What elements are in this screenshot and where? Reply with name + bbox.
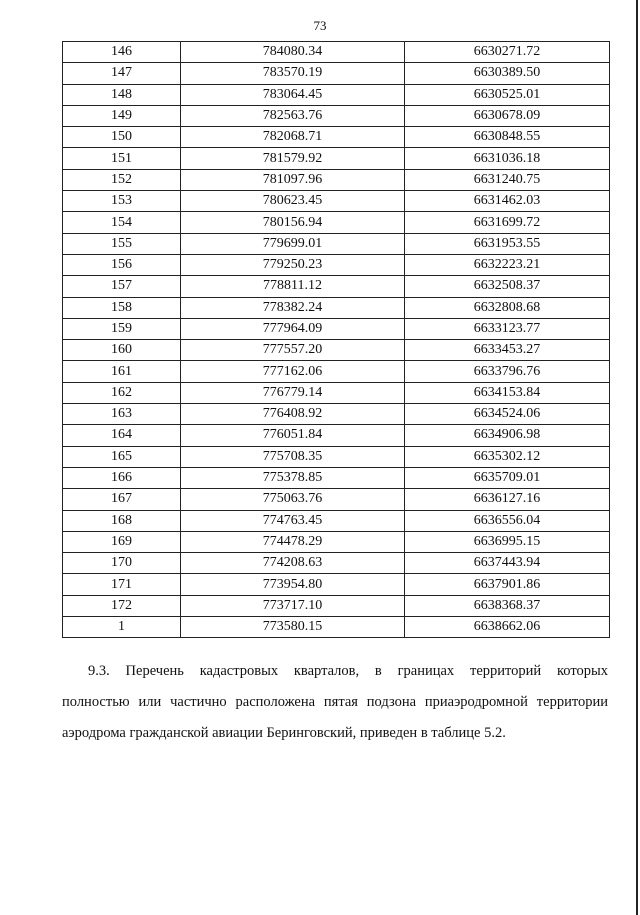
x-coordinate-cell: 776779.14	[181, 382, 405, 403]
x-coordinate-cell: 773717.10	[181, 595, 405, 616]
x-coordinate-cell: 776408.92	[181, 404, 405, 425]
point-number-cell: 161	[63, 361, 181, 382]
x-coordinate-cell: 777162.06	[181, 361, 405, 382]
point-number-cell: 166	[63, 467, 181, 488]
table-row	[63, 617, 610, 638]
y-coordinate-cell: 6633123.77	[405, 318, 610, 339]
point-number-cell: 155	[63, 233, 181, 254]
table-row	[63, 531, 610, 552]
point-number-cell: 156	[63, 254, 181, 275]
table-row	[63, 510, 610, 531]
x-coordinate-cell: 773954.80	[181, 574, 405, 595]
x-coordinate-cell: 782068.71	[181, 127, 405, 148]
y-coordinate-cell: 6636556.04	[405, 510, 610, 531]
x-coordinate-cell: 778382.24	[181, 297, 405, 318]
point-number-cell: 160	[63, 340, 181, 361]
y-coordinate-cell: 6634906.98	[405, 425, 610, 446]
y-coordinate-cell: 6636127.16	[405, 489, 610, 510]
y-coordinate-cell: 6631036.18	[405, 148, 610, 169]
table-row	[63, 276, 610, 297]
y-coordinate-cell: 6635302.12	[405, 446, 610, 467]
x-coordinate-cell: 773580.15	[181, 617, 405, 638]
table-row	[63, 127, 610, 148]
point-number-cell: 168	[63, 510, 181, 531]
table-row	[63, 297, 610, 318]
y-coordinate-cell: 6638368.37	[405, 595, 610, 616]
x-coordinate-cell: 778811.12	[181, 276, 405, 297]
y-coordinate-cell: 6632223.21	[405, 254, 610, 275]
y-coordinate-cell: 6636995.15	[405, 531, 610, 552]
y-coordinate-cell: 6635709.01	[405, 467, 610, 488]
table-row	[63, 148, 610, 169]
x-coordinate-cell: 779699.01	[181, 233, 405, 254]
table-row	[63, 191, 610, 212]
point-number-cell: 153	[63, 191, 181, 212]
point-number-cell: 162	[63, 382, 181, 403]
point-number-cell: 167	[63, 489, 181, 510]
table-row	[63, 574, 610, 595]
y-coordinate-cell: 6633796.76	[405, 361, 610, 382]
point-number-cell: 170	[63, 553, 181, 574]
y-coordinate-cell: 6630271.72	[405, 42, 610, 63]
page-number: 73	[313, 18, 327, 33]
y-coordinate-cell: 6630678.09	[405, 105, 610, 126]
x-coordinate-cell: 783064.45	[181, 84, 405, 105]
coordinates-table	[62, 41, 610, 638]
point-number-cell: 165	[63, 446, 181, 467]
x-coordinate-cell: 775708.35	[181, 446, 405, 467]
table-row	[63, 212, 610, 233]
table-row	[63, 84, 610, 105]
y-coordinate-cell: 6631699.72	[405, 212, 610, 233]
x-coordinate-cell: 780623.45	[181, 191, 405, 212]
x-coordinate-cell: 775378.85	[181, 467, 405, 488]
point-number-cell: 150	[63, 127, 181, 148]
table-row	[63, 467, 610, 488]
table-row	[63, 340, 610, 361]
y-coordinate-cell: 6632508.37	[405, 276, 610, 297]
table-row	[63, 105, 610, 126]
table-row	[63, 63, 610, 84]
y-coordinate-cell: 6630389.50	[405, 63, 610, 84]
table-row	[63, 553, 610, 574]
point-number-cell: 159	[63, 318, 181, 339]
y-coordinate-cell: 6637901.86	[405, 574, 610, 595]
table-row	[63, 446, 610, 467]
point-number-cell: 157	[63, 276, 181, 297]
x-coordinate-cell: 781097.96	[181, 169, 405, 190]
y-coordinate-cell: 6633453.27	[405, 340, 610, 361]
point-number-cell: 171	[63, 574, 181, 595]
point-number-cell: 146	[63, 42, 181, 63]
x-coordinate-cell: 782563.76	[181, 105, 405, 126]
point-number-cell: 172	[63, 595, 181, 616]
paragraph-line: 9.3. Перечень кадастровых кварталов, в границах территорий которых	[88, 663, 608, 679]
paragraph-line: полностью или частично расположена пятая подзона приаэродромной территории	[62, 694, 608, 710]
y-coordinate-cell: 6631462.03	[405, 191, 610, 212]
x-coordinate-cell: 781579.92	[181, 148, 405, 169]
point-number-cell: 152	[63, 169, 181, 190]
y-coordinate-cell: 6637443.94	[405, 553, 610, 574]
x-coordinate-cell: 776051.84	[181, 425, 405, 446]
point-number-cell: 169	[63, 531, 181, 552]
point-number-cell: 148	[63, 84, 181, 105]
y-coordinate-cell: 6631953.55	[405, 233, 610, 254]
point-number-cell: 1	[63, 617, 181, 638]
x-coordinate-cell: 774763.45	[181, 510, 405, 531]
paragraph-line: аэродрома гражданской авиации Беринговский, приведен в таблице 5.2.	[62, 725, 506, 741]
section-paragraph	[62, 656, 608, 749]
y-coordinate-cell: 6631240.75	[405, 169, 610, 190]
y-coordinate-cell: 6638662.06	[405, 617, 610, 638]
point-number-cell: 151	[63, 148, 181, 169]
y-coordinate-cell: 6634153.84	[405, 382, 610, 403]
table-row	[63, 404, 610, 425]
page-edge-line	[636, 0, 638, 915]
x-coordinate-cell: 780156.94	[181, 212, 405, 233]
y-coordinate-cell: 6632808.68	[405, 297, 610, 318]
table-row	[63, 233, 610, 254]
table-row	[63, 595, 610, 616]
table-row	[63, 169, 610, 190]
point-number-cell: 164	[63, 425, 181, 446]
table-row	[63, 42, 610, 63]
table-row	[63, 425, 610, 446]
x-coordinate-cell: 774478.29	[181, 531, 405, 552]
table-row	[63, 361, 610, 382]
table-row	[63, 382, 610, 403]
coordinates-table-body	[63, 42, 610, 638]
point-number-cell: 158	[63, 297, 181, 318]
point-number-cell: 147	[63, 63, 181, 84]
table-row	[63, 254, 610, 275]
point-number-cell: 163	[63, 404, 181, 425]
x-coordinate-cell: 775063.76	[181, 489, 405, 510]
x-coordinate-cell: 774208.63	[181, 553, 405, 574]
point-number-cell: 149	[63, 105, 181, 126]
y-coordinate-cell: 6634524.06	[405, 404, 610, 425]
x-coordinate-cell: 784080.34	[181, 42, 405, 63]
table-row	[63, 318, 610, 339]
x-coordinate-cell: 783570.19	[181, 63, 405, 84]
y-coordinate-cell: 6630848.55	[405, 127, 610, 148]
y-coordinate-cell: 6630525.01	[405, 84, 610, 105]
x-coordinate-cell: 777964.09	[181, 318, 405, 339]
point-number-cell: 154	[63, 212, 181, 233]
x-coordinate-cell: 777557.20	[181, 340, 405, 361]
x-coordinate-cell: 779250.23	[181, 254, 405, 275]
table-row	[63, 489, 610, 510]
